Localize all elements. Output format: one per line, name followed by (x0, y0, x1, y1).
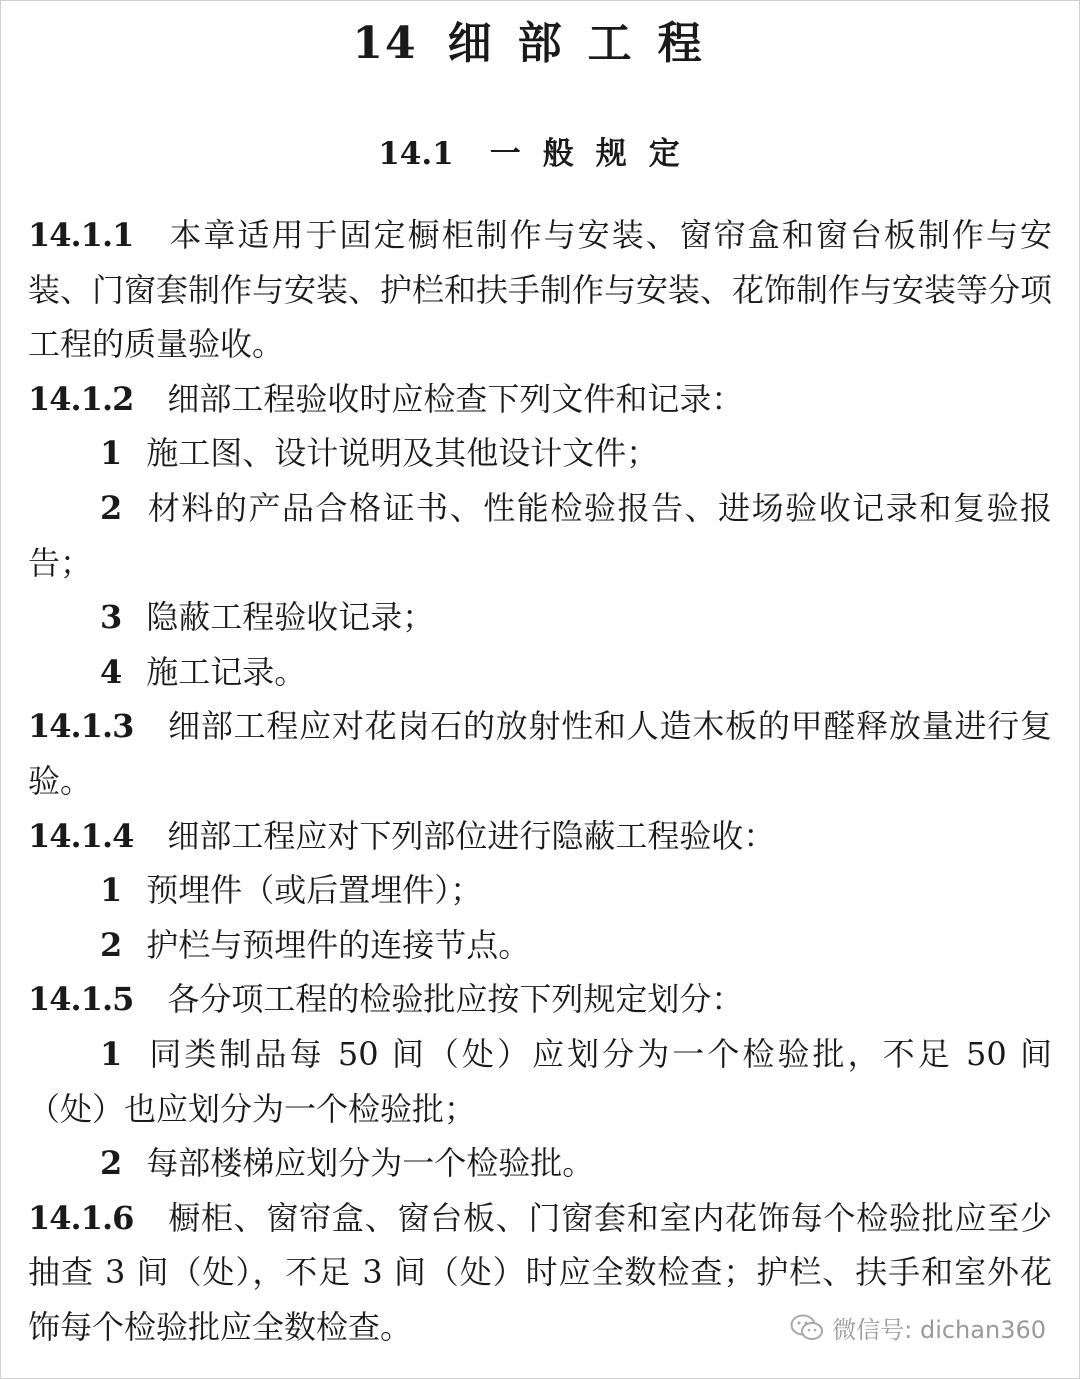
list-item (28, 1027, 1052, 1136)
item-number: 1 (100, 871, 123, 910)
clause-14-1-2 (28, 372, 1052, 427)
list-item (28, 918, 1052, 973)
item-number: 4 (100, 652, 123, 691)
clause-text: 橱柜、窗帘盒、窗台板、门窗套和室内花饰每个检验批应至少抽查 3 间（处），不足 3 间（处）时应全数检查；护栏、扶手和室外花饰每个检验批应全数检查。 (28, 1198, 1052, 1346)
watermark (790, 1310, 1046, 1345)
list-item (28, 1136, 1052, 1191)
clause-text: 各分项工程的检验批应按下列规定划分： (167, 980, 744, 1019)
section-name: 一般规定 (489, 136, 702, 172)
clause-14-1-5 (28, 972, 1052, 1027)
list-item (28, 426, 1052, 481)
clause-text: 细部工程应对下列部位进行隐蔽工程验收： (167, 816, 776, 855)
list-item (28, 645, 1052, 700)
list-item (28, 863, 1052, 918)
wechat-icon (790, 1314, 824, 1342)
clause-number: 14.1.1 (28, 216, 134, 254)
item-number: 3 (100, 598, 123, 637)
item-number: 1 (100, 434, 123, 473)
watermark-text: 微信号: dichan360 (832, 1316, 1046, 1344)
section-number: 14.1 (378, 136, 454, 172)
clause-number: 14.1.5 (28, 980, 134, 1019)
item-text: 预埋件（或后置埋件）； (146, 871, 483, 910)
clause-text: 本章适用于固定橱柜制作与安装、窗帘盒和窗台板制作与安装、门窗套制作与安装、护栏和扶手制作与安装、花饰制作与安装等分项工程的质量验收。 (28, 216, 1053, 364)
chapter-title (0, 14, 1080, 74)
section-title (0, 130, 1080, 178)
clause-number: 14.1.6 (28, 1198, 134, 1237)
item-number: 2 (100, 925, 123, 964)
item-number: 2 (100, 1144, 123, 1183)
list-item (28, 481, 1052, 590)
item-text: 同类制品每 50 间（处）应划分为一个检验批，不足 50 间（处）也应划分为一个检验批； (28, 1034, 1052, 1128)
item-text: 护栏与预埋件的连接节点。 (146, 925, 531, 964)
clause-number: 14.1.3 (28, 707, 134, 746)
clause-text: 细部工程应对花岗石的放射性和人造木板的甲醛释放量进行复验。 (28, 707, 1052, 800)
document-body (28, 208, 1052, 1354)
item-number: 1 (100, 1034, 123, 1073)
item-number: 2 (100, 488, 123, 527)
clause-text: 细部工程验收时应检查下列文件和记录： (167, 379, 744, 418)
clause-14-1-4 (28, 809, 1052, 864)
clause-number: 14.1.4 (28, 816, 134, 855)
clause-14-1-1 (28, 208, 1052, 372)
list-item (28, 590, 1052, 645)
item-text: 材料的产品合格证书、性能检验报告、进场验收记录和复验报告； (28, 488, 1052, 582)
item-text: 每部楼梯应划分为一个检验批。 (146, 1144, 595, 1183)
item-text: 施工图、设计说明及其他设计文件； (146, 434, 659, 473)
item-text: 隐蔽工程验收记录； (146, 598, 435, 637)
clause-14-1-3 (28, 699, 1052, 808)
clause-number: 14.1.2 (28, 379, 134, 418)
item-text: 施工记录。 (146, 652, 307, 691)
chapter-name: 细部工程 (447, 18, 728, 69)
chapter-number: 14 (352, 18, 418, 69)
